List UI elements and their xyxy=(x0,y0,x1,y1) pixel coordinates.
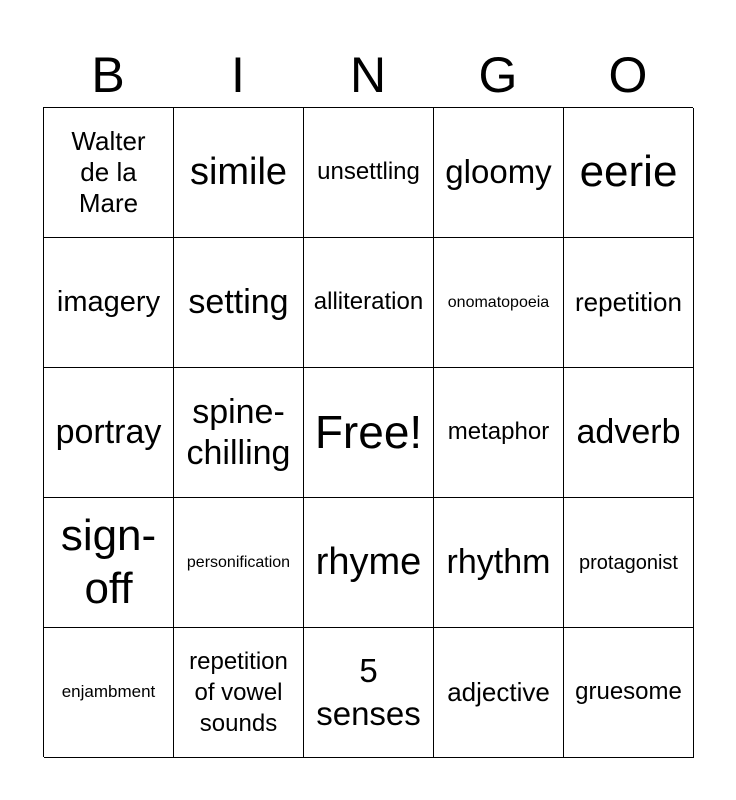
bingo-header xyxy=(43,44,693,106)
cell-label: adjective xyxy=(447,676,550,707)
cell-label: protagonist xyxy=(579,551,678,574)
header-letter-n: N xyxy=(349,47,387,103)
cell-label: alliteration xyxy=(313,288,424,316)
bingo-cell-r4-c3[interactable] xyxy=(434,628,564,758)
bingo-cell-r2-c2[interactable] xyxy=(304,368,434,498)
bingo-cell-r4-c4[interactable] xyxy=(564,628,694,758)
bingo-cell-r3-c0[interactable] xyxy=(44,498,174,628)
cell-label: adverb xyxy=(576,413,681,452)
cell-label: sign-off xyxy=(60,510,157,613)
bingo-cell-r0-c0[interactable] xyxy=(44,108,174,238)
bingo-cell-r3-c4[interactable] xyxy=(564,498,694,628)
cell-label: metaphor xyxy=(447,418,550,446)
cell-label: eerie xyxy=(579,147,678,197)
bingo-cell-r0-c1[interactable] xyxy=(174,108,304,238)
bingo-cell-r1-c4[interactable] xyxy=(564,238,694,368)
bingo-cell-r1-c1[interactable] xyxy=(174,238,304,368)
bingo-cell-r4-c0[interactable] xyxy=(44,628,174,758)
cell-label: portray xyxy=(55,413,162,452)
cell-label: repetition xyxy=(575,286,682,317)
bingo-cell-r1-c3[interactable] xyxy=(434,238,564,368)
header-letter-o: O xyxy=(608,47,648,103)
bingo-cell-r2-c0[interactable] xyxy=(44,368,174,498)
header-letter-i: I xyxy=(231,47,245,103)
cell-label: personification xyxy=(186,553,291,571)
cell-label: gruesome xyxy=(575,678,682,706)
bingo-cell-r1-c0[interactable] xyxy=(44,238,174,368)
cell-label: 5 senses xyxy=(316,651,421,732)
bingo-cell-r0-c2[interactable] xyxy=(304,108,434,238)
bingo-cell-r1-c2[interactable] xyxy=(304,238,434,368)
cell-label: unsettling xyxy=(317,158,420,186)
cell-label: gloomy xyxy=(445,153,552,191)
bingo-cell-r2-c4[interactable] xyxy=(564,368,694,498)
bingo-cell-r0-c4[interactable] xyxy=(564,108,694,238)
cell-label: rhyme xyxy=(315,540,422,583)
bingo-cell-r4-c2[interactable] xyxy=(304,628,434,758)
bingo-cell-r4-c1[interactable] xyxy=(174,628,304,758)
cell-label: rhythm xyxy=(446,543,551,582)
header-letter-b: B xyxy=(91,47,125,103)
cell-label: Walter de la Mare xyxy=(71,125,146,219)
cell-label: spine-chilling xyxy=(186,392,291,472)
bingo-cell-r3-c1[interactable] xyxy=(174,498,304,628)
cell-label: Free! xyxy=(314,405,423,458)
cell-label: enjambment xyxy=(61,682,156,702)
bingo-cell-r3-c2[interactable] xyxy=(304,498,434,628)
bingo-cell-r2-c1[interactable] xyxy=(174,368,304,498)
bingo-cell-r2-c3[interactable] xyxy=(434,368,564,498)
cell-label: onomatopoeia xyxy=(447,293,550,311)
cell-label: imagery xyxy=(56,285,161,318)
cell-label: repetition of vowel sounds xyxy=(189,647,288,738)
bingo-cell-r3-c3[interactable] xyxy=(434,498,564,628)
bingo-board xyxy=(43,107,693,757)
cell-label: setting xyxy=(188,283,289,322)
bingo-cell-r0-c3[interactable] xyxy=(434,108,564,238)
header-letter-g: G xyxy=(478,47,518,103)
cell-label: simile xyxy=(189,150,288,193)
